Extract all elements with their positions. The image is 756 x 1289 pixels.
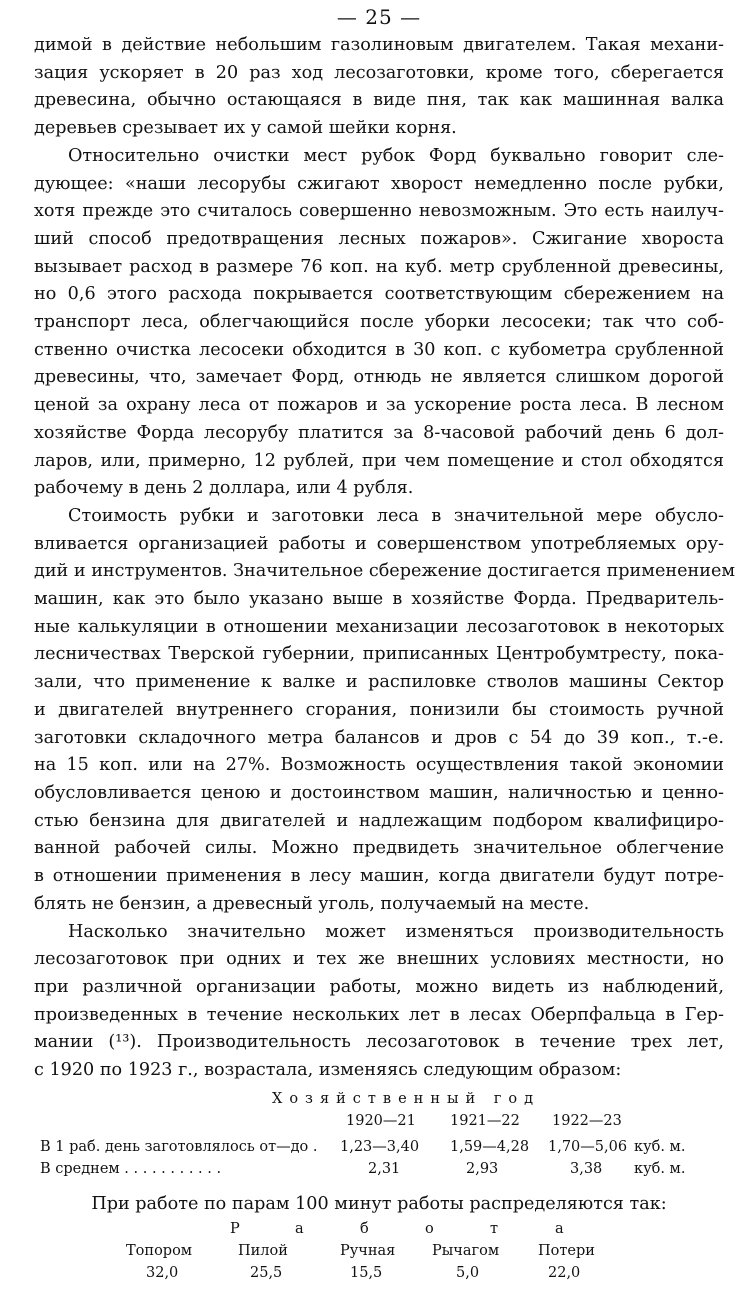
text-line: хозяйстве Форда лесорубу платится за 8-часовой рабочий день 6 дол- — [34, 422, 724, 443]
table-cell: 2,31 — [368, 1160, 401, 1177]
table-cell: 3,38 — [570, 1160, 603, 1177]
year-header: 1922—23 — [552, 1112, 622, 1129]
text-line: заготовки складочного метра балансов и дров с 54 до 39 коп., т.-е. — [34, 727, 724, 748]
text-line: мании (¹³). Производительность лесозаготовок в течение трех лет, — [34, 1032, 724, 1053]
column-header: Пилой — [238, 1242, 288, 1259]
text-line: при различной организации работы, можно видеть из наблюдений, — [34, 976, 724, 997]
column-header: Топором — [126, 1242, 193, 1259]
table-cell: 22,0 — [548, 1264, 581, 1281]
table-work-distribution — [34, 1219, 724, 1289]
text-line: Относительно очистки мест рубок Форд буквально говорит сле- — [68, 145, 724, 166]
text-line: дующее: «наши лесорубы сжигают хворост немедленно после рубки, — [34, 173, 724, 194]
row-label: В 1 раб. день заготовлялось от—до . — [40, 1138, 318, 1155]
page — [34, 0, 736, 1289]
table-cell: 1,23—3,40 — [340, 1138, 420, 1155]
page-number: — 25 — — [336, 5, 422, 29]
table-cell: 32,0 — [146, 1264, 179, 1281]
paragraph — [34, 503, 736, 919]
text-line: древесины, что, замечает Форд, отнюдь не является слишком дорогой — [34, 367, 724, 388]
text-line: ший способ предотвращения лесных пожаров». Сжигание хвороста — [34, 228, 724, 249]
text-line: вызывает расход в размере 76 коп. на куб. метр срубленной древесины, — [34, 256, 724, 277]
table-logging-years — [34, 1091, 724, 1187]
text-line: лесничествах Тверской губернии, приписанных Центробумтресту, пока- — [34, 644, 724, 665]
text-line: хотя прежде это считалось совершенно невозможным. Это есть наилуч- — [34, 201, 724, 222]
column-header: Ручная — [340, 1242, 396, 1259]
year-header: 1921—22 — [450, 1112, 520, 1129]
text-line: и двигателей внутреннего сгорания, понизили бы стоимость ручной — [34, 699, 724, 720]
text-line: с 1920 по 1923 г., возрастала, изменяясь следующим образом: — [34, 1060, 622, 1081]
paragraph — [34, 32, 724, 143]
text-line: произведенных в течение нескольких лет в лесах Оберпфальца в Гер- — [34, 1004, 724, 1025]
text-line: машин, как это было указано выше в хозяйстве Форда. Предваритель- — [34, 589, 724, 610]
paragraph — [34, 143, 724, 503]
heading-letter: т — [490, 1220, 501, 1237]
text-line: ценой за охрану леса от пожаров и за ускорение роста леса. В лесном — [34, 395, 724, 416]
text-line: вливается организацией работы и совершенством употребляемых ору- — [34, 533, 724, 554]
table-cell: 5,0 — [456, 1264, 480, 1281]
heading-letter: б — [360, 1220, 371, 1237]
column-header: Рычагом — [432, 1242, 500, 1259]
text-line: деревьев срезывает их у самой шейки корня. — [34, 118, 457, 139]
table-cell: 1,70—5,06 — [548, 1138, 628, 1155]
text-line: ственно очистка лесосеки обходится в 30 коп. с кубометра срубленной — [34, 339, 724, 360]
table-cell: 15,5 — [350, 1264, 383, 1281]
column-header: Потери — [538, 1242, 595, 1259]
unit-label: куб. м. — [634, 1160, 686, 1177]
text-line: древесина, обычно остающаяся в виде пня, так как машинная валка — [34, 90, 724, 111]
unit-label: куб. м. — [634, 1138, 686, 1155]
text-line: ванной рабочей силы. Можно предвидеть значительное облегчение — [34, 838, 724, 859]
text-line: блять не бензин, а древесный уголь, получаемый на месте. — [34, 893, 590, 914]
table-cell: 25,5 — [250, 1264, 283, 1281]
text-line: рабочему в день 2 доллара, или 4 рубля. — [34, 478, 414, 499]
year-header: 1920—21 — [346, 1112, 416, 1129]
heading-letter: а — [555, 1220, 566, 1237]
table-caption: При работе по парам 100 минут работы распределяются так: — [91, 1193, 667, 1214]
table-cell: 2,93 — [466, 1160, 499, 1177]
paragraph — [34, 919, 724, 1085]
body-text — [34, 32, 736, 1085]
text-line: зация ускоряет в 20 раз ход лесозаготовки, кроме того, сберегается — [34, 62, 724, 83]
text-line: обусловливается ценою и достоинством машин, наличностью и ценно- — [34, 782, 724, 803]
text-line: Стоимость рубки и заготовки леса в значительной мере обусло- — [68, 505, 724, 526]
text-line: ные калькуляции в отношении механизации лесозаготовок в некоторых — [34, 616, 724, 637]
table-heading: Хозяйственный год — [272, 1090, 541, 1107]
text-line: димой в действие небольшим газолиновым двигателем. Такая механи- — [34, 35, 724, 55]
text-line: дий и инструментов. Значительное сбережение достигается применением — [34, 561, 736, 582]
table-cell: 1,59—4,28 — [450, 1138, 530, 1155]
heading-letter: Р — [230, 1220, 242, 1237]
row-label: В среднем . . . . . . . . . . . — [40, 1160, 222, 1177]
text-line: в отношении применения в лесу машин, когда двигатели будут потре- — [34, 866, 724, 887]
table-heading — [230, 1221, 620, 1237]
text-line: Насколько значительно может изменяться производительность — [68, 921, 724, 942]
text-line: но 0,6 этого расхода покрывается соответствующим сбережением на — [34, 284, 724, 305]
heading-letter: о — [425, 1220, 436, 1237]
text-line: зали, что применение к валке и распиловке стволов машины Сектор — [34, 672, 724, 693]
text-line: лесозаготовок при одних и тех же внешних условиях местности, но — [34, 949, 724, 970]
text-line: ларов, или, примерно, 12 рублей, при чем помещение и стол обходятся — [34, 450, 724, 471]
text-line: стью бензина для двигателей и надлежащим подбором квалифициро- — [34, 810, 724, 831]
heading-letter: а — [295, 1220, 306, 1237]
text-line: на 15 коп. или на 27%. Возможность осуществления такой экономии — [34, 755, 724, 776]
text-line: транспорт леса, облегчающийся после уборки лесосеки; так что соб- — [34, 312, 724, 333]
